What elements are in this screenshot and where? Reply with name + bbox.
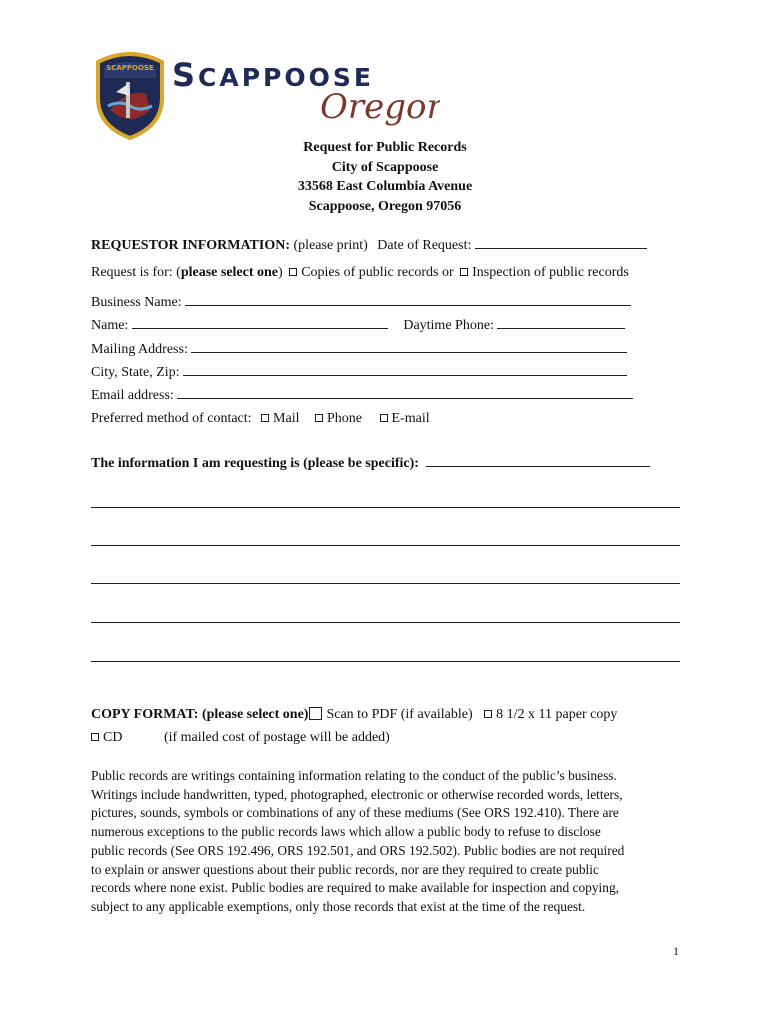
paragraph-line: pictures, sounds, symbols or combinations of any of these mediums (See ORS 192.410). There are xyxy=(91,805,619,821)
scappoose-badge-icon xyxy=(90,48,440,140)
business-name-row xyxy=(91,291,631,311)
daytime-phone-label: Daytime Phone: xyxy=(403,318,494,333)
document-header xyxy=(0,138,770,216)
info-line-2[interactable] xyxy=(91,545,680,546)
contact-label: Preferred method of contact: xyxy=(91,411,252,426)
svg-text:Oregon: Oregon xyxy=(320,87,440,127)
cd-row xyxy=(91,728,390,748)
mailing-address-row xyxy=(91,338,627,358)
copy-format-title: COPY FORMAT: (please select one) xyxy=(91,707,309,722)
name-field[interactable] xyxy=(132,314,388,329)
email-row xyxy=(91,384,633,404)
paragraph-line: to explain or answer questions about their public records, nor are they required to create public xyxy=(91,861,599,877)
request-for-suffix: ) xyxy=(278,265,283,280)
phone-checkbox[interactable] xyxy=(315,414,323,422)
header-city: City of Scappoose xyxy=(331,159,439,175)
request-for-row xyxy=(91,263,629,283)
info-requesting-field[interactable] xyxy=(426,452,650,467)
print-note: (please print) xyxy=(293,238,368,253)
header-title: Request for Public Records xyxy=(303,140,467,155)
info-requesting-row xyxy=(91,452,650,472)
paragraph-line: records where none exist. Public bodies are required to make available for inspection and copying, xyxy=(91,880,620,896)
info-requesting-label: The information I am requesting is (please be specific): xyxy=(91,456,419,471)
public-records-paragraph xyxy=(91,767,681,917)
city-state-zip-field[interactable] xyxy=(183,361,627,376)
paragraph-line: numerous exceptions to the public records laws which allow a public body to refuse to disclose xyxy=(91,824,601,840)
daytime-phone-field[interactable] xyxy=(497,314,625,329)
paragraph-line: Public records are writings containing information relating to the conduct of the public’s business. xyxy=(91,768,617,783)
info-line-5[interactable] xyxy=(91,661,680,662)
mail-checkbox[interactable] xyxy=(261,414,269,422)
pdf-label: Scan to PDF (if available) xyxy=(326,707,473,722)
info-line-3[interactable] xyxy=(91,583,680,584)
paragraph-line: subject to any applicable exemptions, only those records that exist at the time of the request. xyxy=(91,898,586,914)
email-label: Email address: xyxy=(91,388,174,403)
city-logo xyxy=(90,48,440,140)
name-label: Name: xyxy=(91,318,129,333)
contact-row xyxy=(91,409,430,429)
mailing-address-label: Mailing Address: xyxy=(91,342,188,357)
svg-text:SCAPPOOSE: SCAPPOOSE xyxy=(106,64,154,72)
paper-checkbox[interactable] xyxy=(484,710,492,718)
cd-note: (if mailed cost of postage will be added) xyxy=(163,730,390,745)
copy-format-row xyxy=(91,705,617,725)
header-city-state: Scappoose, Oregon 97056 xyxy=(308,198,462,214)
cd-label: CD xyxy=(103,730,123,745)
email-checkbox[interactable] xyxy=(380,414,388,422)
mailing-address-field[interactable] xyxy=(191,338,627,353)
requestor-row xyxy=(91,234,647,254)
business-name-label: Business Name: xyxy=(91,295,182,310)
inspection-checkbox[interactable] xyxy=(460,268,468,276)
copies-label: Copies of public records or xyxy=(301,265,454,280)
mail-label: Mail xyxy=(273,411,300,426)
date-label: Date of Request: xyxy=(377,238,472,253)
city-state-zip-row xyxy=(91,361,627,381)
svg-text:CAPPOOSE: CAPPOOSE xyxy=(198,63,374,92)
name-row xyxy=(91,314,625,334)
paragraph-line: Writings include handwritten, typed, photographed, electronic or otherwise recorded words, letters, xyxy=(91,786,623,802)
svg-text:S: S xyxy=(172,56,197,94)
request-for-select-one: please select one xyxy=(180,265,279,280)
page-number: 1 xyxy=(673,944,679,958)
info-line-4[interactable] xyxy=(91,622,680,623)
request-for-prefix: Request is for: ( xyxy=(91,265,181,280)
email-field[interactable] xyxy=(177,384,633,399)
header-street: 33568 East Columbia Avenue xyxy=(297,179,473,194)
inspection-label: Inspection of public records xyxy=(472,265,629,280)
city-state-zip-label: City, State, Zip: xyxy=(91,365,180,380)
cd-checkbox[interactable] xyxy=(91,733,99,741)
info-line-1[interactable] xyxy=(91,507,680,508)
requestor-title: REQUESTOR INFORMATION: xyxy=(91,238,291,253)
date-field[interactable] xyxy=(475,234,647,249)
phone-label: Phone xyxy=(327,411,362,426)
email-contact-label: E-mail xyxy=(391,411,430,426)
paper-label: 8 1/2 x 11 paper copy xyxy=(496,707,618,722)
pdf-checkbox[interactable] xyxy=(309,707,322,720)
paragraph-line: public records (See ORS 192.496, ORS 192.501, and ORS 192.502). Public bodies are not required xyxy=(91,842,625,858)
business-name-field[interactable] xyxy=(185,291,631,306)
copies-checkbox[interactable] xyxy=(289,268,297,276)
